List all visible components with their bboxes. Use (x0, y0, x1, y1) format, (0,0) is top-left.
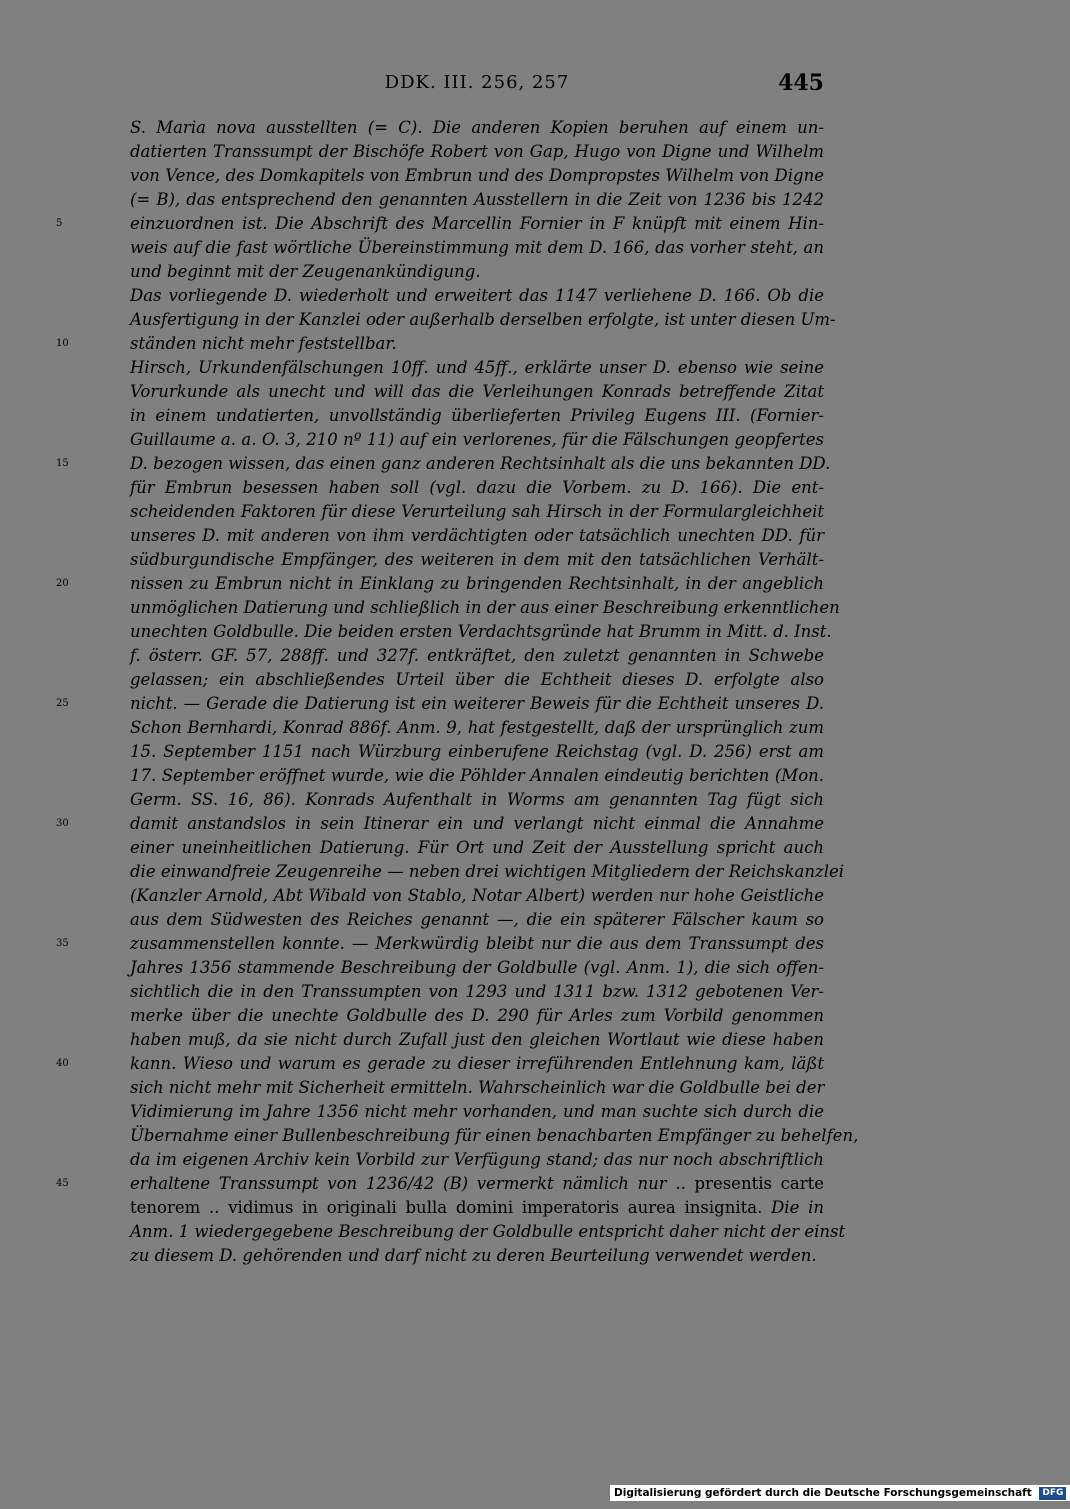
line-number: 25 (56, 698, 69, 709)
text-line: südburgundische Empfänger, des weiteren in dem mit den tatsächlichen Verhält- (130, 550, 824, 569)
text-line: die einwandfreie Zeugenreihe — neben drei wichtigen Mitgliedern der Reichskanzlei (130, 862, 845, 881)
text-line: 15. September 1151 nach Würzburg einberufene Reichstag (vgl. D. 256) erst am (130, 742, 824, 761)
text-line: 17. September eröffnet wurde, wie die Pöhlder Annalen eindeutig berichten (Mon. (130, 766, 824, 785)
line-number: 20 (56, 578, 69, 589)
text-line: einzuordnen ist. Die Abschrift des Marcellin Fornier in F knüpft mit einem Hin- (130, 214, 824, 233)
line-number: 10 (56, 338, 69, 349)
dfg-logo: DFG (1039, 1487, 1066, 1500)
text-line: datierten Transsumpt der Bischöfe Robert von Gap, Hugo von Digne und Wilhelm (130, 142, 824, 161)
text-line: in einem undatierten, unvollständig überlieferten Privileg Eugens III. (Fornier- (130, 406, 824, 425)
line-number: 15 (56, 458, 69, 469)
text-line: Guillaume a. a. O. 3, 210 nº 11) auf ein verlorenes, für die Fälschungen geopfertes (130, 430, 824, 449)
latin-quote: presentis carte (694, 1174, 824, 1193)
text-line: unmöglichen Datierung und schließlich in der aus einer Beschreibung erkenntlichen (130, 598, 840, 617)
text-line: tenorem .. vidimus in originali bulla domini imperatoris aurea insignita. Die in (130, 1198, 824, 1217)
text-line: nicht. — Gerade die Datierung ist ein weiterer Beweis für die Echtheit unseres D. (130, 694, 824, 713)
page-number: 445 (778, 70, 824, 96)
line-number: 40 (56, 1058, 69, 1069)
text-line: f. österr. GF. 57, 288ff. und 327f. entkräftet, den zuletzt genannten in Schwebe (130, 646, 824, 665)
text-line: einer uneinheitlichen Datierung. Für Ort und Zeit der Ausstellung spricht auch (130, 838, 824, 857)
text-line: da im eigenen Archiv kein Vorbild zur Verfügung stand; das nur noch abschriftlich (130, 1150, 824, 1169)
text-line: Jahres 1356 stammende Beschreibung der Goldbulle (vgl. Anm. 1), die sich offen- (130, 958, 824, 977)
text-line: sichtlich die in den Transsumpten von 1293 und 1311 bzw. 1312 gebotenen Ver- (130, 982, 824, 1001)
text-line: nissen zu Embrun nicht in Einklang zu bringenden Rechtsinhalt, in der angeblich (130, 574, 824, 593)
text-line: Hirsch, Urkundenfälschungen 10ff. und 45ff., erklärte unser D. ebenso wie seine (130, 358, 824, 377)
text-line: S. Maria nova ausstellten (= C). Die anderen Kopien beruhen auf einem un- (130, 118, 824, 137)
text-line: gelassen; ein abschließendes Urteil über die Echtheit dieses D. erfolgte also (130, 670, 824, 689)
line-number: 45 (56, 1178, 69, 1189)
text-line: Übernahme einer Bullenbeschreibung für einen benachbarten Empfänger zu behelfen, (130, 1126, 859, 1145)
text-line: Vidimierung im Jahre 1356 nicht mehr vorhanden, und man suchte sich durch die (130, 1102, 824, 1121)
text-line: zu diesem D. gehörenden und darf nicht zu deren Beurteilung verwendet werden. (130, 1246, 817, 1265)
text-line: Schon Bernhardi, Konrad 886f. Anm. 9, hat festgestellt, daß der ursprünglich zum (130, 718, 824, 737)
body-text (130, 116, 859, 1268)
text-line: haben muß, da sie nicht durch Zufall just den gleichen Wortlaut wie diese haben (130, 1030, 824, 1049)
text-line: Germ. SS. 16, 86). Konrads Aufenthalt in Worms am genannten Tag fügt sich (130, 790, 824, 809)
text-line: (Kanzler Arnold, Abt Wibald von Stablo, Notar Albert) werden nur hohe Geistliche (130, 886, 824, 905)
text-line: D. bezogen wissen, das einen ganz anderen Rechtsinhalt als die uns bekannten DD. (130, 454, 831, 473)
text-line: kann. Wieso und warum es gerade zu dieser irreführenden Entlehnung kam, läßt (130, 1054, 824, 1073)
text-line: zusammenstellen konnte. — Merkwürdig bleibt nur die aus dem Transsumpt des (130, 934, 824, 953)
line-number: 30 (56, 818, 69, 829)
text-line: sich nicht mehr mit Sicherheit ermitteln. Wahrscheinlich war die Goldbulle bei der (130, 1078, 825, 1097)
credit-text: Digitalisierung gefördert durch die Deutsche Forschungsgemeinschaft (614, 1487, 1032, 1499)
text-line: aus dem Südwesten des Reiches genannt —, die ein späterer Fälscher kaum so (130, 910, 824, 929)
text-line: (= B), das entsprechend den genannten Ausstellern in die Zeit von 1236 bis 1242 (130, 190, 824, 209)
text-line: unseres D. mit anderen von ihm verdächtigten oder tatsächlich unechten DD. für (130, 526, 824, 545)
running-head: DDK. III. 256, 257 (384, 72, 570, 93)
page-header (130, 70, 824, 100)
line-number: 5 (56, 218, 63, 229)
text-line: unechten Goldbulle. Die beiden ersten Verdachtsgründe hat Brumm in Mitt. d. Inst. (130, 622, 832, 641)
text-line: für Embrun besessen haben soll (vgl. dazu die Vorbem. zu D. 166). Die ent- (130, 478, 824, 497)
text-line: und beginnt mit der Zeugenankündigung. (130, 262, 481, 281)
text-line: von Vence, des Domkapitels von Embrun und des Dompropstes Wilhelm von Digne (130, 166, 824, 185)
line-number: 35 (56, 938, 69, 949)
text-line: merke über die unechte Goldbulle des D. 290 für Arles zum Vorbild genommen (130, 1006, 824, 1025)
digitization-credit (610, 1485, 1070, 1501)
text-line: damit anstandslos in sein Itinerar ein und verlangt nicht einmal die Annahme (130, 814, 824, 833)
text-line: Ausfertigung in der Kanzlei oder außerhalb derselben erfolgte, ist unter diesen Um- (130, 310, 836, 329)
text-line: scheidenden Faktoren für diese Verurteilung sah Hirsch in der Formulargleichheit (130, 502, 824, 521)
text-line: ständen nicht mehr feststellbar. (130, 334, 397, 353)
text-line: weis auf die fast wörtliche Übereinstimmung mit dem D. 166, das vorher steht, an (130, 238, 824, 257)
text-line: Anm. 1 wiedergegebene Beschreibung der Goldbulle entspricht daher nicht der einst (130, 1222, 846, 1241)
latin-quote: tenorem .. vidimus in originali bulla domini imperatoris aurea insignita. (130, 1198, 772, 1217)
text-line: erhaltene Transsumpt von 1236/42 (B) vermerkt nämlich nur .. presentis carte (130, 1174, 824, 1193)
text-line: Vorurkunde als unecht und will das die Verleihungen Konrads betreffende Zitat (130, 382, 824, 401)
text-line: Das vorliegende D. wiederholt und erweitert das 1147 verliehene D. 166. Ob die (130, 286, 824, 305)
